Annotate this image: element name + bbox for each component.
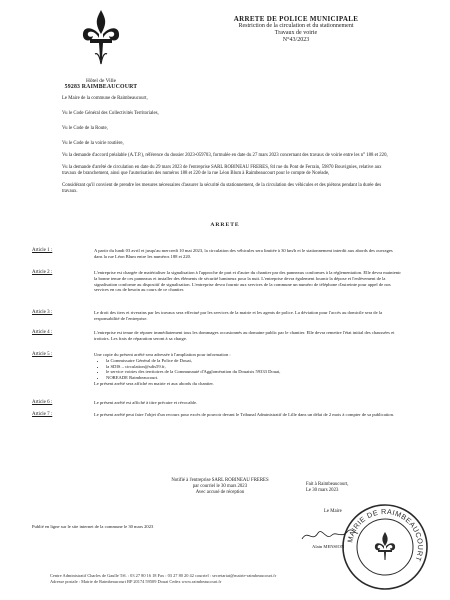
decree-subtitle-2: Travaux de voirie xyxy=(274,30,318,36)
recipient-item: • le service voiries des territoires de la Communauté d'Agglomération du Douaisis 59333 Douai, xyxy=(106,369,402,375)
decree-header xyxy=(196,15,396,44)
article-label: Article 2 : xyxy=(32,270,53,275)
notification-line: Notifié à l'entreprise SARL ROBINEAU FRERES xyxy=(171,478,269,483)
article-text-after: Le présent arrêté sera affiché en mairie et aux abords du chantier. xyxy=(94,380,214,386)
recipient-item: • NOREADE Raimbeaucourt. xyxy=(106,375,402,381)
article-text: L'entreprise est tenue de réparer immédiatement tous les dommages occasionnés au domaine public par le chantier. Elle devra remettre l'état initial des chaussées et trottoirs. Les frais de réparation seront à sa charge. xyxy=(94,330,395,341)
recipient-item: • la Commissaire Général de la Police de Douai, xyxy=(106,358,402,364)
footer xyxy=(50,573,410,584)
article-text: L'entreprise est chargée de matérialiser la signalisation à l'approche de part et d'autre du chantier par des panneaux conformes à la réglementation. Elle devra maintenir la bonne tenue de ces panneaux et installer des éléments de sécurité lumineux pour la nuit. L'entreprise devra également fournir la dépose et l'enlèvement de la signalisation conforme au dispositif de signalisation. L'entreprise devra fournir aux services de la commune un numéro de téléphone d'astreinte pour appel de nos services en cas de besoin au cours de ce chantier. xyxy=(94,270,401,293)
footer-line-1: Centre Administratif Charles de Gaulle Tél. : 03 27 80 16 18 Fax : 03 27 80 20 42 courriel : secretariat@mairie-raimbeaucourt.fr xyxy=(50,573,277,578)
notification-block xyxy=(150,478,290,496)
article-label: Article 1 : xyxy=(32,248,53,253)
preamble-paragraph: Considérant qu'il convient de prendre les mesures nécessaires d'assurer la sécurité du stationnement, de la circulation des véhicules et des piétons pendant la durée des travaux. xyxy=(62,183,382,194)
place-date-block xyxy=(306,482,406,494)
notification-line: par courriel le 30 mars 2023 xyxy=(192,484,248,489)
preamble-paragraph: Vu le Code de la voirie routière, xyxy=(62,141,124,146)
place-line: Fait à Raimbeaucourt, xyxy=(306,482,349,487)
date-line: Le 30 mars 2023 xyxy=(306,488,339,493)
mayor-label: Le Maire xyxy=(324,509,342,514)
fleur-de-lis-emblem-icon xyxy=(78,8,124,66)
decree-number: N°43/2023 xyxy=(282,37,310,43)
article-text: Une copie du présent arrêté sera adressée à l'ampliation pour information : xyxy=(94,352,231,357)
article-label: Article 6 : xyxy=(32,400,53,405)
preamble-paragraph: Vu la demande d'arrêté de circulation en date du 29 mars 2023 de l'entreprise SARL ROBINEAU FRERES, 84 rue du Pont de Ferrain, 59870 Bouvignies, relative aux travaux de branchement, ainsi que l'autorisation des numéros 188 et 220 de la rue Léon Blum à Raimbeaucourt pour le compte de Noréade, xyxy=(62,165,382,176)
recipient-item: • la SDIS – circulation@sdis59.fr, xyxy=(106,364,402,370)
notification-line: Avec accusé de réception xyxy=(195,490,245,495)
article-text: Le présent arrêté est affiché à titre précaire et révocable. xyxy=(94,400,198,405)
publication-note: Publié en ligne sur le site internet de la commune le 30 mars 2023 xyxy=(32,524,154,529)
preamble-paragraph: Vu le Code de la Route, xyxy=(62,126,108,131)
article-label: Article 4 : xyxy=(32,330,53,335)
decree-subtitle-1: Restriction de la circulation et du stationnement xyxy=(238,23,354,29)
signatory-name: Alain MENSION xyxy=(312,544,345,549)
town-block xyxy=(56,78,146,90)
preamble-paragraph: Vu la demande d'accord préalable (A.T.P.), référence du dossier 2023-059703, formulée en date du 27 mars 2023 concernant des travaux de voirie entre les n° 188 et 220, xyxy=(62,153,388,158)
recipient-list xyxy=(94,358,402,381)
article-5-body xyxy=(94,352,402,387)
arrete-heading: ARRETE xyxy=(210,222,240,228)
preamble-paragraph: Le Maire de la commune de Raimbeaucourt, xyxy=(62,96,148,101)
article-label: Article 3 : xyxy=(32,310,53,315)
article-text: Le droit des tiers et riverains par les travaux sera effectué par les services de la mairie et les agents de police. La déviation pour l'accès au domicile sera de la responsabilité de l'entreprise. xyxy=(94,310,383,321)
preamble-paragraph: Vu le Code Général des Collectivités Territoriales, xyxy=(62,111,159,116)
town-hall-label: Hôtel de Ville xyxy=(85,78,117,84)
seal-text: MAIRIE DE RAIMBEAUCOURT xyxy=(345,506,426,563)
footer-line-2: Adresse postale : Mairie de Raimbeaucourt BP 20174 59509 Douai Cedex www.raimbeaucourt.fr xyxy=(50,578,222,584)
signature-icon xyxy=(300,525,360,545)
decree-title: ARRETE DE POLICE MUNICIPALE xyxy=(233,15,359,23)
preamble xyxy=(62,96,394,201)
town-name: 59283 RAIMBEAUCOURT xyxy=(64,84,138,90)
article-label: Article 5 : xyxy=(32,352,53,357)
article-text: Le présent arrêté peut faire l'objet d'un recours pour excès de pouvoir devant le Tribunal Administratif de Lille dans un délai de 2 mois à compter de sa publication. xyxy=(94,412,395,417)
article-label: Article 7 : xyxy=(32,412,53,417)
article-text: A partir du lundi 03 avril et jusqu'au mercredi 10 mai 2023, la circulation des véhicules sera limitée à 30 km/h et le stationnement interdit aux abords des ouvrages dans la rue Léon Blum entre les numéros 188 et 220. xyxy=(94,248,393,259)
